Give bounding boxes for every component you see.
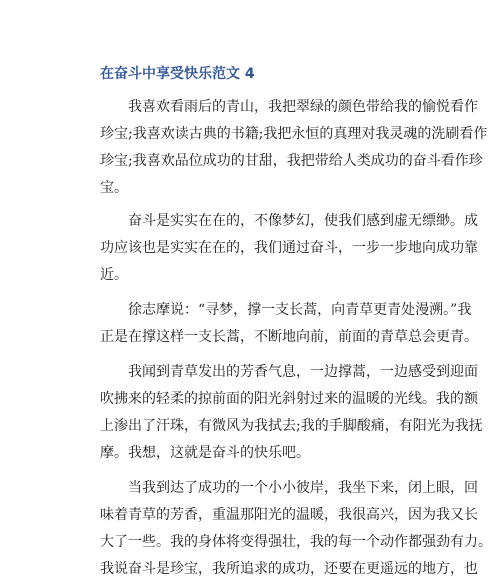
paragraph-2 [100, 208, 478, 289]
paragraph-line: 正是在撑这样一支长蒿，不断地向前，前面的青草总会更青。 [100, 329, 478, 345]
paragraph-line: 大了一些。我的身体将变得强壮，我的每一个动作都强劲有力。 [100, 534, 492, 550]
paragraph-line: 奋斗是实实在在的，不像梦幻，使我们感到虚无缥缈。成 [100, 213, 478, 229]
paragraph-line: 功应该也是实实在在的，我们通过奋斗，一步一步地向成功靠 [100, 240, 478, 256]
paragraph-line: 徐志摩说：“寻梦，撑一支长蒿，向青草更青处漫溯。”我 [100, 302, 472, 318]
paragraph-line: 上渗出了汗珠，有微风为我拭去;我的手脚酸痛，有阳光为我抚 [100, 418, 483, 434]
paragraph-5 [100, 475, 492, 583]
paragraph-line: 味着青草的芳香，重温那阳光的温暖，我很高兴，因为我又长 [100, 507, 478, 523]
paragraph-line: 珍宝;我喜欢品位成功的甘甜，我把带给人类成功的奋斗看作珍 [100, 153, 483, 169]
paragraph-line: 我闻到青草发出的芳香气息，一边撑蒿，一边感受到迎面 [100, 364, 478, 380]
paragraph-line: 宝。 [100, 180, 128, 196]
paragraph-line: 我说奋斗是珍宝，我所追求的成功，还要在更遥远的地方，也 [100, 561, 478, 577]
paragraph-1 [100, 94, 488, 202]
paragraph-line: 近。 [100, 267, 128, 283]
paragraph-3 [100, 297, 478, 351]
paragraph-4 [100, 359, 483, 467]
paragraph-line: 当我到达了成功的一个小小彼岸，我坐下来，闭上眼，回 [100, 480, 478, 496]
paragraph-line: 我喜欢看雨后的青山，我把翠绿的颜色带给我的愉悦看作 [100, 99, 478, 115]
paragraph-line: 珍宝;我喜欢读古典的书籍;我把永恒的真理对我灵魂的洗刷看作 [100, 126, 488, 142]
paragraph-line: 吹拂来的轻柔的掠前面的阳光斜射过来的温暖的光线。我的额 [100, 391, 478, 407]
paragraph-line: 摩。我想，这就是奋斗的快乐吧。 [100, 445, 310, 461]
document-title: 在奋斗中享受快乐范文 4 [100, 66, 255, 82]
